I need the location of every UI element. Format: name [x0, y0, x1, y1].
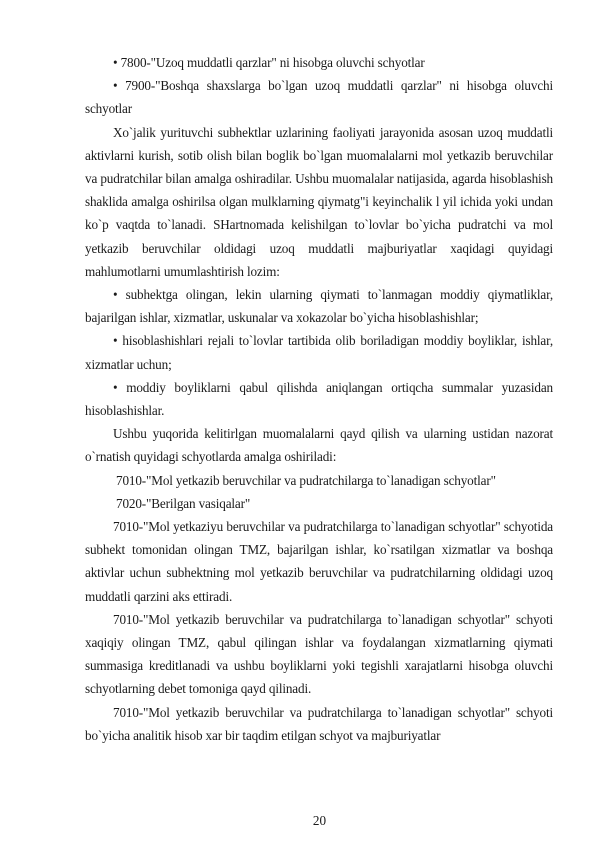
paragraph: Ushbu yuqorida kelitirlgan muomalalarni qayd qilish va ularning ustidan nazorat o`rnatish quyidagi schyotlarda amalga oshiriladi: [85, 426, 553, 465]
paragraph: • 7900-"Boshqa shaxslarga bo`lgan uzoq muddatli qarzlar" ni hisobga oluvchi schyotlar [85, 78, 553, 117]
paragraph: 7010-"Mol yetkaziyu beruvchilar va pudratchilarga to`lanadigan schyotlar" schyotida subhekt tomonidan olingan TMZ, bajarilgan ishlar, ko`rsatilgan xizmatlar va boshqa aktivlar uchun subhektning mol yetkazib beruvchilar va pudratchilarning oldidagi uzoq muddatli qarzini aks ettiradi. [85, 519, 553, 604]
paragraph: • 7800-"Uzoq muddatli qarzlar" ni hisobga oluvchi schyotlar [113, 55, 425, 70]
page-number: 20 [312, 813, 327, 828]
paragraph: • subhektga olingan, lekin ularning qiymati to`lanmagan moddiy qiymatliklar, bajarilgan ishlar, xizmatlar, uskunalar va xokazolar bo`yicha hisoblashishlar; [85, 287, 553, 326]
paragraph: 7020-"Berilgan vasiqalar" [116, 495, 251, 511]
paragraph: 7010-"Mol yetkazib beruvchilar va pudratchilarga to`lanadigan schyotlar" schyoti bo`yicha analitik hisob xar bir taqdim etilgan schyot va majburiyatlar [85, 704, 553, 743]
paragraph: 7010-"Mol yetkazib beruvchilar va pudratchilarga to`lanadigan schyotlar" [116, 472, 496, 488]
paragraph: 7010-"Mol yetkazib beruvchilar va pudratchilarga to`lanadigan schyotlar" schyoti xaqiqiy olingan TMZ, qabul qilingan ishlar va foydalangan xizmatlarning qiymati summasiga kreditlanadi va ushbu boyliklarni yoki tegishli xarajatlarni hisobga oluvchi schyotlarning debet tomoniga qayd qilinadi. [85, 611, 553, 697]
paragraph: Xo`jalik yurituvchi subhektlar uzlarining faoliyati jarayonida asosan uzoq muddatli aktivlarni kurish, sotib olish bilan boglik bo`lgan muomalalarni mol yetkazib beruvchilar va pudratchilar bilan amalga oshiradilar. Ushbu muomalalar natijasida, agarda hisoblashish shaklida amalga oshirilsa olgan mulklarning qiymatg"i keyinchalik l yil ichida yoki undan ko`p vaqtda to`lanadi. SHartnomada kelishilgan to`lovlar bo`yicha pudratchi va mol yetkazib beruvchilar oldidagi uzoq muddatli majburiyatlar xaqidagi quyidagi mahlumotlarni umumlashtirish lozim: [85, 124, 553, 279]
body-text [85, 51, 553, 747]
paragraph: • moddiy boyliklarni qabul qilishda aniqlangan ortiqcha summalar yuzasidan hisoblashishlar. [85, 379, 553, 419]
paragraph: • hisoblashishlari rejali to`lovlar tartibida olib boriladigan moddiy boyliklar, ishlar, xizmatlar uchun; [85, 333, 553, 372]
